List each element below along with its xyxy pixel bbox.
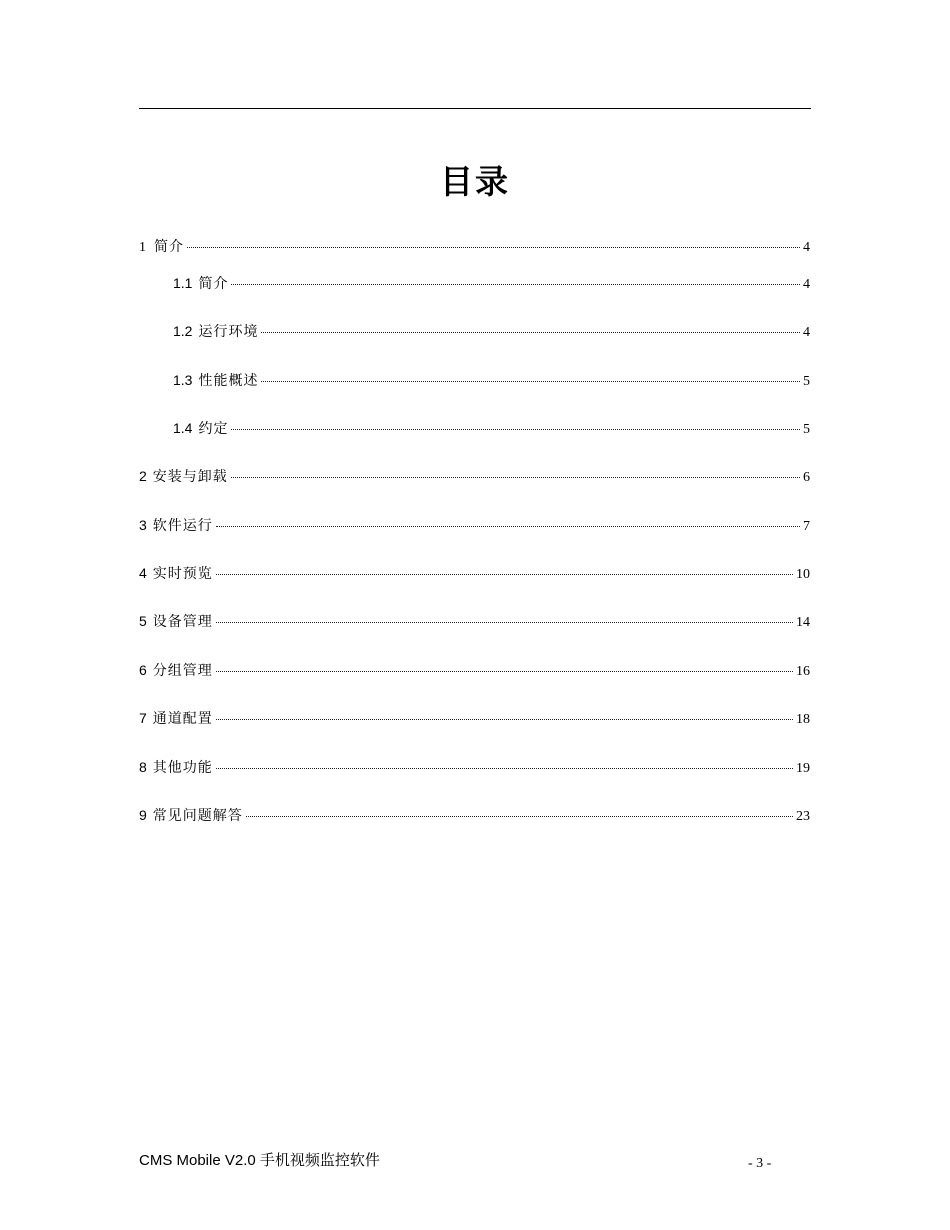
toc-entry-number: 3 (139, 517, 147, 533)
toc-entry-7[interactable] (139, 707, 810, 729)
toc-leader-dots (261, 381, 800, 382)
toc-entry-page: 14 (796, 615, 810, 630)
toc-leader-dots (216, 526, 800, 527)
toc-entry-number: 7 (139, 710, 147, 726)
toc-entry-page: 18 (796, 712, 810, 727)
toc-entry-page: 5 (803, 422, 810, 437)
toc-entry-label: 安装与卸载 (152, 468, 228, 484)
toc-leader-dots (231, 284, 800, 285)
toc-entry-number: 1.2 (173, 323, 193, 339)
toc-entry-label: 简介 (198, 275, 229, 291)
toc-entry-label: 运行环境 (198, 323, 259, 339)
toc-entry-number: 6 (139, 662, 147, 678)
toc-entry-9[interactable] (139, 804, 810, 826)
toc-entry-number: 4 (139, 565, 147, 581)
toc-entry-page: 4 (803, 277, 810, 292)
toc-entry-number: 2 (139, 468, 147, 484)
toc-entry-2[interactable] (139, 465, 810, 487)
toc-entry-number: 9 (139, 807, 147, 823)
toc-entry-1-2[interactable] (173, 320, 810, 342)
toc-entry-number: 8 (139, 759, 147, 775)
toc-leader-dots (216, 768, 793, 769)
toc-entry-1-4[interactable] (173, 417, 810, 439)
toc-entry-label: 约定 (198, 420, 229, 436)
toc-leader-dots (216, 574, 793, 575)
toc-entry-label: 常见问题解答 (152, 807, 243, 823)
footer-product-name: CMS Mobile V2.0 手机视频监控软件 (139, 1152, 380, 1169)
toc-entry-label: 软件运行 (152, 517, 213, 533)
toc-entry-label: 实时预览 (152, 565, 213, 581)
toc-entry-label: 通道配置 (152, 710, 213, 726)
toc-entry-page: 23 (796, 809, 810, 824)
toc-leader-dots (187, 247, 800, 248)
toc-entry-1-1[interactable] (173, 272, 810, 294)
toc-entry-label: 分组管理 (152, 662, 213, 678)
toc-leader-dots (231, 429, 800, 430)
toc-entry-label: 其他功能 (152, 759, 213, 775)
toc-entry-page: 19 (796, 761, 810, 776)
toc-entry-number: 1.4 (173, 420, 193, 436)
toc-entry-page: 4 (803, 325, 810, 340)
toc-entry-4[interactable] (139, 562, 810, 584)
footer-page-number: - 3 - (748, 1156, 772, 1171)
toc-leader-dots (216, 671, 793, 672)
toc-entry-1[interactable] (139, 235, 810, 257)
toc-entry-3[interactable] (139, 514, 810, 536)
toc-entry-page: 4 (803, 240, 810, 255)
toc-entry-page: 5 (803, 374, 810, 389)
toc-entry-label: 性能概述 (198, 372, 259, 388)
toc-leader-dots (261, 332, 800, 333)
toc-entry-page: 7 (803, 519, 810, 534)
toc-entry-1-3[interactable] (173, 369, 810, 391)
toc-entry-number: 1 (139, 240, 146, 255)
toc-entry-page: 10 (796, 567, 810, 582)
toc-leader-dots (216, 622, 793, 623)
toc-leader-dots (216, 719, 793, 720)
toc-entry-label: 简介 (154, 238, 184, 254)
toc-entry-page: 6 (803, 470, 810, 485)
toc-entry-8[interactable] (139, 756, 810, 778)
toc-leader-dots (246, 816, 793, 817)
toc-entry-5[interactable] (139, 610, 810, 632)
toc-entry-page: 16 (796, 664, 810, 679)
toc-entry-number: 1.3 (173, 372, 193, 388)
toc-entry-number: 1.1 (173, 275, 193, 291)
header-rule (139, 108, 811, 109)
toc-leader-dots (231, 477, 800, 478)
toc-title: 目录 (440, 163, 510, 200)
toc-entry-label: 设备管理 (152, 613, 213, 629)
toc-entry-6[interactable] (139, 659, 810, 681)
toc-entry-number: 5 (139, 613, 147, 629)
